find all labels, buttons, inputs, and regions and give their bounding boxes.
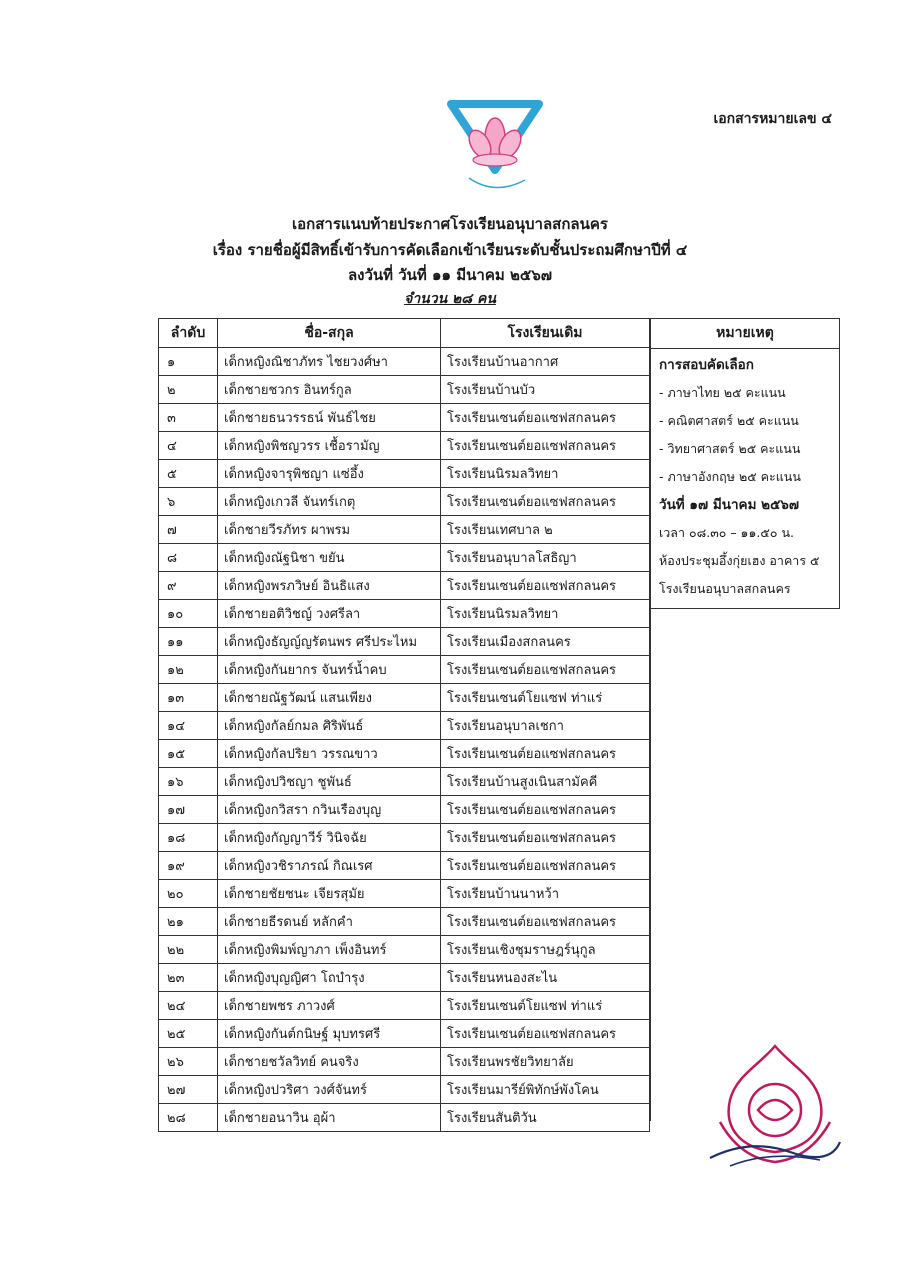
- row-number: ๒๔: [159, 992, 218, 1020]
- row-number: ๒๑: [159, 908, 218, 936]
- student-name: เด็กชายอติวิชญ์ วงศรีลา: [218, 600, 441, 628]
- row-number: ๒: [159, 376, 218, 404]
- table-row: [159, 1104, 650, 1132]
- student-name: เด็กหญิงณิชาภัทร ไชยวงศ์ษา: [218, 348, 441, 376]
- student-name: เด็กชายธีรดนย์ หลักคำ: [218, 908, 441, 936]
- previous-school: โรงเรียนเซนต์ยอแซฟสกลนคร: [441, 824, 650, 852]
- table-row: [159, 572, 650, 600]
- student-name: เด็กชายชัยชนะ เจียรสุมัย: [218, 880, 441, 908]
- previous-school: โรงเรียนเซนต์ยอแซฟสกลนคร: [441, 404, 650, 432]
- heading-date: ลงวันที่ วันที่ ๑๑ มีนาคม ๒๕๖๗: [347, 266, 553, 284]
- table-row: [159, 656, 650, 684]
- table-row: [159, 460, 650, 488]
- row-number: ๖: [159, 488, 218, 516]
- student-name: เด็กหญิงจารุพิชญา แซ่อึ้ง: [218, 460, 441, 488]
- student-name: เด็กหญิงพิชญวรร เชื้อรามัญ: [218, 432, 441, 460]
- table-row: [159, 740, 650, 768]
- remarks-panel: [650, 318, 840, 609]
- previous-school: โรงเรียนเซนต์ยอแซฟสกลนคร: [441, 852, 650, 880]
- previous-school: โรงเรียนสันติวัน: [441, 1104, 650, 1132]
- previous-school: โรงเรียนเทศบาล ๒: [441, 516, 650, 544]
- previous-school: โรงเรียนเซนต์ยอแซฟสกลนคร: [441, 572, 650, 600]
- previous-school: โรงเรียนบ้านสูงเนินสามัคคี: [441, 768, 650, 796]
- row-number: ๒๘: [159, 1104, 218, 1132]
- remarks-subject: - ภาษาอังกฤษ ๒๕ คะแนน: [659, 469, 801, 484]
- table-row: [159, 516, 650, 544]
- table-row: [159, 348, 650, 376]
- table-row: [159, 712, 650, 740]
- student-name: เด็กหญิงธัญญ์ญรัตนพร ศรีประไหม: [218, 628, 441, 656]
- document-number: เอกสารหมายเลข ๔: [713, 111, 832, 127]
- previous-school: โรงเรียนเซนต์ยอแซฟสกลนคร: [441, 796, 650, 824]
- previous-school: โรงเรียนเซนต์ยอแซฟสกลนคร: [441, 908, 650, 936]
- table-row: [159, 600, 650, 628]
- row-number: ๒๐: [159, 880, 218, 908]
- student-name: เด็กชายอนาวิน อุผ้า: [218, 1104, 441, 1132]
- table-row: [159, 936, 650, 964]
- student-name: เด็กหญิงกัลย์กมล ศิริพันธ์: [218, 712, 441, 740]
- table-row: [159, 432, 650, 460]
- student-name: เด็กหญิงกันยากร จันทร์น้ำคบ: [218, 656, 441, 684]
- previous-school: โรงเรียนเซนต์ยอแซฟสกลนคร: [441, 432, 650, 460]
- row-number: ๑๑: [159, 628, 218, 656]
- table-row: [159, 684, 650, 712]
- row-number: ๘: [159, 544, 218, 572]
- student-name: เด็กหญิงบุญญิศา โถบำรุง: [218, 964, 441, 992]
- student-name: เด็กหญิงกัลปริยา วรรณขาว: [218, 740, 441, 768]
- row-number: ๑๒: [159, 656, 218, 684]
- student-name: เด็กหญิงพิมพ์ญาภา เพ็งอินทร์: [218, 936, 441, 964]
- student-name: เด็กหญิงกันต์กนิษฐ์ มุบทรศรี: [218, 1020, 441, 1048]
- remarks-school: โรงเรียนอนุบาลสกลนคร: [659, 581, 791, 596]
- row-number: ๒๒: [159, 936, 218, 964]
- table-row: [159, 768, 650, 796]
- remarks-subject: - วิทยาศาสตร์ ๒๕ คะแนน: [659, 441, 801, 456]
- previous-school: โรงเรียนเซนต์ยอแซฟสกลนคร: [441, 740, 650, 768]
- student-name: เด็กหญิงปวิชญา ชูพันธ์: [218, 768, 441, 796]
- previous-school: โรงเรียนเชิงชุมราษฎร์นุกูล: [441, 936, 650, 964]
- previous-school: โรงเรียนเซนต์ยอแซฟสกลนคร: [441, 488, 650, 516]
- remarks-time: เวลา ๐๘.๓๐ – ๑๑.๕๐ น.: [659, 525, 794, 540]
- previous-school: โรงเรียนอนุบาลเชกา: [441, 712, 650, 740]
- student-name: เด็กชายชวกร อินทร์กูล: [218, 376, 441, 404]
- table-header-row: [159, 319, 650, 348]
- previous-school: โรงเรียนเมืองสกลนคร: [441, 628, 650, 656]
- table-row: [159, 824, 650, 852]
- heading-title: เอกสารแนบท้ายประกาศโรงเรียนอนุบาลสกลนคร: [292, 215, 608, 233]
- row-number: ๑๕: [159, 740, 218, 768]
- row-number: ๑๖: [159, 768, 218, 796]
- student-name: เด็กหญิงเกวลี จันทร์เกตุ: [218, 488, 441, 516]
- table-row: [159, 544, 650, 572]
- student-name: เด็กชายธนวรรธน์ พันธ์ไชย: [218, 404, 441, 432]
- previous-school: โรงเรียนบ้านบัว: [441, 376, 650, 404]
- table-row: [159, 992, 650, 1020]
- table-row: [159, 404, 650, 432]
- student-name: เด็กชายชวัลวิทย์ คนจริง: [218, 1048, 441, 1076]
- student-name: เด็กชายณัฐวัฒน์ แสนเพียง: [218, 684, 441, 712]
- lotus-triangle-emblem-icon: [447, 100, 543, 196]
- student-name: เด็กหญิงวชิราภรณ์ กิณเรศ: [218, 852, 441, 880]
- table-row: [159, 376, 650, 404]
- previous-school: โรงเรียนบ้านนาหว้า: [441, 880, 650, 908]
- student-name: เด็กหญิงกัญญาวีร์ วินิจฉัย: [218, 824, 441, 852]
- student-name: เด็กชายพชร ภาวงศ์: [218, 992, 441, 1020]
- previous-school: โรงเรียนอนุบาลโสธิญา: [441, 544, 650, 572]
- roster-table: [158, 318, 650, 1132]
- heading-subject: เรื่อง รายชื่อผู้มีสิทธิ์เข้ารับการคัดเลือกเข้าเรียนระดับชั้นประถมศึกษาปีที่ ๔: [212, 241, 688, 259]
- student-name: เด็กหญิงปวริศา วงศ์จันทร์: [218, 1076, 441, 1104]
- header-remarks: หมายเหตุ: [651, 319, 839, 349]
- table-row: [159, 488, 650, 516]
- row-number: ๒๖: [159, 1048, 218, 1076]
- previous-school: โรงเรียนเซนต์โยแซฟ ท่าแร่: [441, 684, 650, 712]
- row-number: ๕: [159, 460, 218, 488]
- row-number: ๒๕: [159, 1020, 218, 1048]
- row-number: ๑๐: [159, 600, 218, 628]
- previous-school: โรงเรียนนิรมลวิทยา: [441, 460, 650, 488]
- student-name: เด็กหญิงกวิสรา กวินเรืองบุญ: [218, 796, 441, 824]
- table-row: [159, 964, 650, 992]
- row-number: ๒๓: [159, 964, 218, 992]
- row-number: ๗: [159, 516, 218, 544]
- row-number: ๑: [159, 348, 218, 376]
- remarks-subject: - ภาษาไทย ๒๕ คะแนน: [659, 385, 786, 400]
- previous-school: โรงเรียนเซนต์โยแซฟ ท่าแร่: [441, 992, 650, 1020]
- school-seal-stamp-icon: [700, 1040, 850, 1200]
- remarks-date: วันที่ ๑๗ มีนาคม ๒๕๖๗: [659, 497, 800, 513]
- row-number: ๑๘: [159, 824, 218, 852]
- table-row: [159, 1048, 650, 1076]
- row-number: ๔: [159, 432, 218, 460]
- previous-school: โรงเรียนนิรมลวิทยา: [441, 600, 650, 628]
- heading-count: จำนวน ๒๘ คน: [404, 291, 496, 307]
- header-school: โรงเรียนเดิม: [441, 319, 650, 348]
- remarks-room: ห้องประชุมอึ้งกุ่ยเฮง อาคาร ๕: [659, 553, 820, 568]
- row-number: ๒๗: [159, 1076, 218, 1104]
- student-name: เด็กหญิงพรภวิษย์ อินธิแสง: [218, 572, 441, 600]
- previous-school: โรงเรียนบ้านอากาศ: [441, 348, 650, 376]
- previous-school: โรงเรียนพรชัยวิทยาลัย: [441, 1048, 650, 1076]
- previous-school: โรงเรียนเซนต์ยอแซฟสกลนคร: [441, 656, 650, 684]
- row-number: ๑๙: [159, 852, 218, 880]
- student-name: เด็กหญิงณัฐนิชา ขยัน: [218, 544, 441, 572]
- table-row: [159, 628, 650, 656]
- row-number: ๙: [159, 572, 218, 600]
- table-row: [159, 796, 650, 824]
- student-name: เด็กชายวีรภัทร ผาพรม: [218, 516, 441, 544]
- previous-school: โรงเรียนเซนต์ยอแซฟสกลนคร: [441, 1020, 650, 1048]
- table-row: [159, 908, 650, 936]
- row-number: ๓: [159, 404, 218, 432]
- previous-school: โรงเรียนมารีย์พิทักษ์พังโคน: [441, 1076, 650, 1104]
- table-row: [159, 880, 650, 908]
- table-row: [159, 852, 650, 880]
- row-number: ๑๓: [159, 684, 218, 712]
- header-no: ลำดับ: [159, 319, 218, 348]
- row-number: ๑๔: [159, 712, 218, 740]
- table-row: [159, 1076, 650, 1104]
- header-name: ชื่อ-สกุล: [218, 319, 441, 348]
- row-number: ๑๗: [159, 796, 218, 824]
- table-row: [159, 1020, 650, 1048]
- remarks-subject: - คณิตศาสตร์ ๒๕ คะแนน: [659, 413, 799, 428]
- remarks-title: การสอบคัดเลือก: [659, 357, 754, 373]
- previous-school: โรงเรียนหนองสะไน: [441, 964, 650, 992]
